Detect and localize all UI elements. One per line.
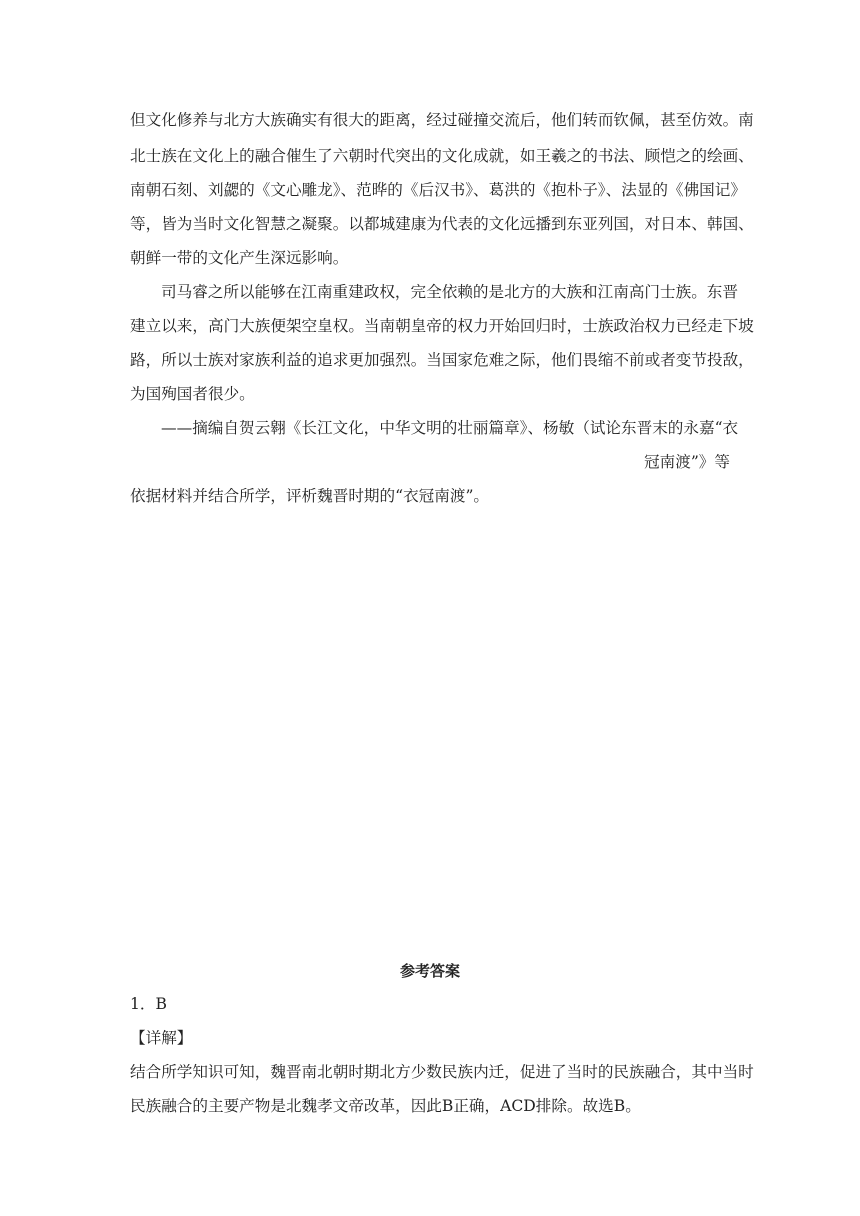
question-prompt: 依据材料并结合所学，评析魏晋时期的“衣冠南渡”。: [130, 487, 490, 505]
text-line: 但文化修养与北方大族确实有很大的距离，经过碰撞交流后，他们转而钦佩，甚至仿效。南: [130, 111, 754, 129]
answer-item: 1．B: [130, 995, 167, 1013]
text-line: 为国殉国者很少。: [130, 385, 255, 403]
detail-label: 【详解】: [130, 1029, 193, 1047]
text-line: 建立以来，高门大族便架空皇权。当南朝皇帝的权力开始回归时，士族政治权力已经走下坡: [130, 317, 754, 335]
text-line: 北士族在文化上的融合催生了六朝时代突出的文化成就，如王羲之的书法、顾恺之的绘画、: [130, 147, 754, 165]
text-line: 冠南渡”》等: [644, 453, 730, 471]
text-line: 路，所以士族对家族利益的追求更加强烈。当国家危难之际，他们畏缩不前或者变节投敌，: [130, 351, 754, 369]
text-line: 等，皆为当时文化智慧之凝聚。以都城建康为代表的文化远播到东亚列国，对日本、韩国、: [130, 215, 754, 233]
text-line: 司马睿之所以能够在江南重建政权，完全依赖的是北方的大族和江南高门士族。东晋: [161, 283, 738, 301]
text-line: 朝鲜一带的文化产生深远影响。: [130, 249, 349, 267]
answer-heading: 参考答案: [399, 962, 460, 980]
text-line: 民族融合的主要产物是北魏孝文帝改革，因此B正确，ACD排除。故选B。: [130, 1097, 641, 1115]
text-line: 结合所学知识可知，魏晋南北朝时期北方少数民族内迁，促进了当时的民族融合，其中当时: [130, 1063, 754, 1081]
text-line: 南朝石刻、刘勰的《文心雕龙》、范晔的《后汉书》、葛洪的《抱朴子》、法显的《佛国记》: [130, 181, 746, 199]
text-line: ——摘编自贺云翱《长江文化，中华文明的壮丽篇章》、杨敏（试论东晋末的永嘉“衣: [161, 419, 739, 437]
